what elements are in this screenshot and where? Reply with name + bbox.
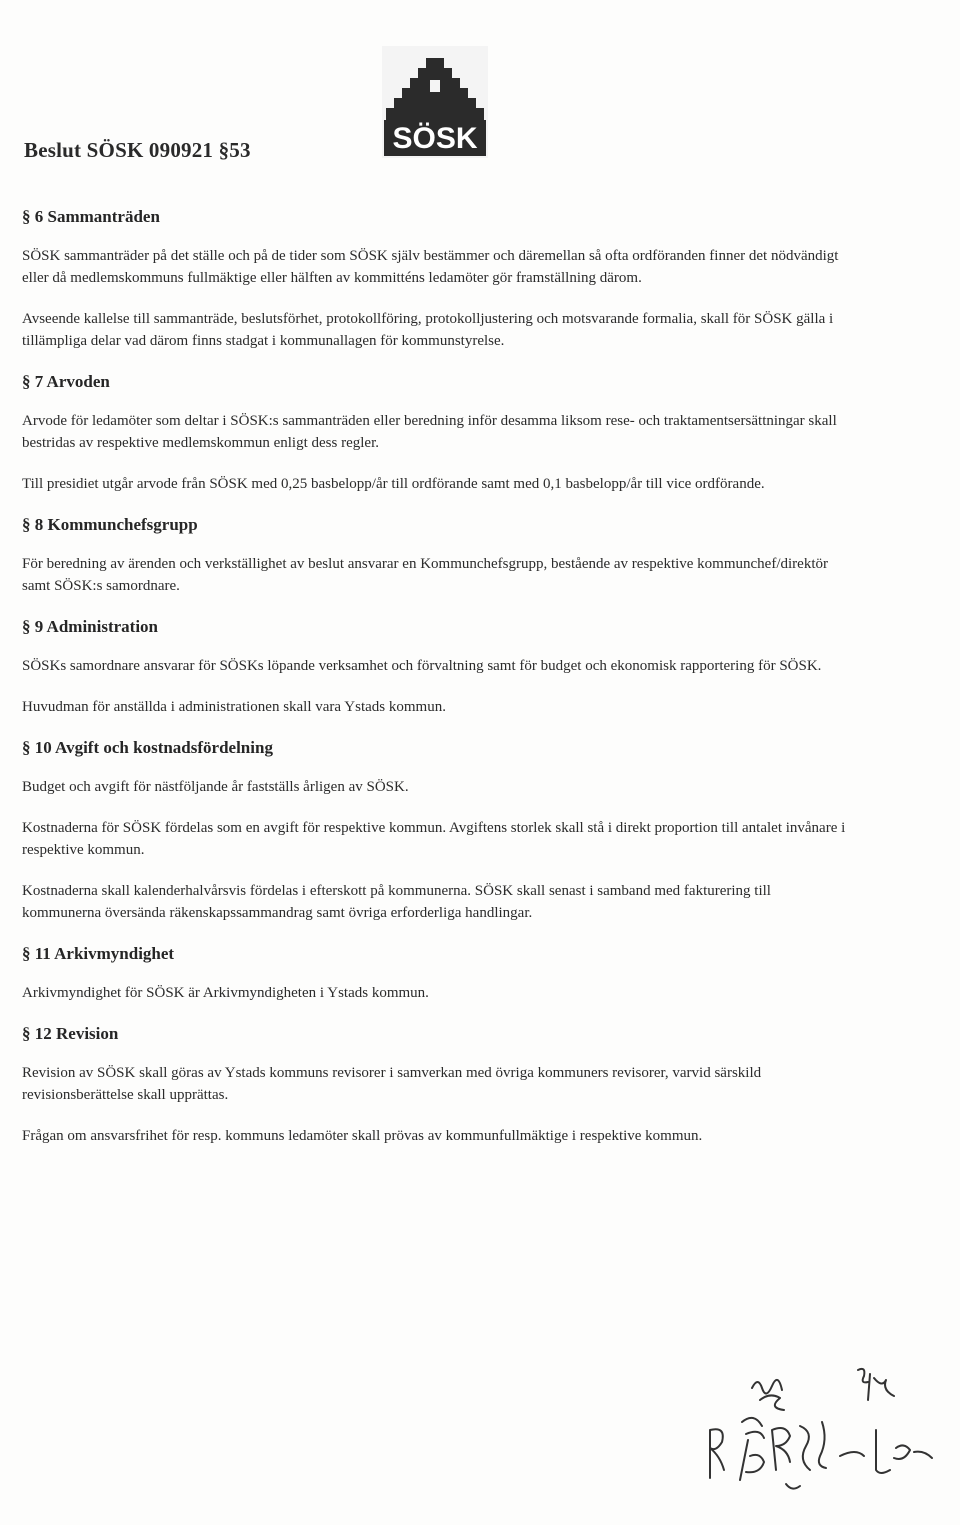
handwritten-signatures [700, 1360, 950, 1510]
section-heading: § 12 Revision [22, 1024, 119, 1043]
section [22, 943, 852, 1004]
section-heading: § 9 Administration [22, 617, 159, 636]
section [22, 1023, 852, 1147]
section-heading: § 10 Avgift och kostnadsfördelning [22, 738, 273, 757]
section-paragraph: SÖSK sammanträder på det ställe och på de tider som SÖSK själv bestämmer och däremellan så ofta ordföranden finner det nödvändigt eller då medlemskommuns fullmäktige eller hälften av kommitténs ledamöter gör framställning därom. [22, 248, 839, 286]
section-paragraph: Kostnaderna skall kalenderhalvårsvis fördelas i efterskott på kommunerna. SÖSK skall senast i samband med fakturering till kommunerna översända räkenskapssammandrag samt övriga erforderliga handlingar. [22, 883, 771, 921]
section [22, 371, 852, 495]
section-heading: § 7 Arvoden [22, 372, 110, 391]
section [22, 737, 852, 924]
sosk-logo [382, 46, 488, 158]
logo-text: SÖSK [392, 122, 478, 155]
section [22, 616, 852, 718]
section [22, 206, 852, 352]
section-paragraph: Frågan om ansvarsfrihet för resp. kommuns ledamöter skall prövas av kommunfullmäktige i respektive kommun. [22, 1128, 703, 1144]
section-paragraph: Till presidiet utgår arvode från SÖSK med 0,25 basbelopp/år till ordförande samt med 0,1 basbelopp/år till vice ordförande. [22, 476, 765, 492]
section-heading: § 6 Sammanträden [22, 207, 160, 226]
section-paragraph: Budget och avgift för nästföljande år fastställs årligen av SÖSK. [22, 779, 409, 795]
section [22, 514, 852, 597]
section-paragraph: Arkivmyndighet för SÖSK är Arkivmyndigheten i Ystads kommun. [22, 985, 429, 1001]
section-heading: § 8 Kommunchefsgrupp [22, 515, 198, 534]
section-paragraph: Revision av SÖSK skall göras av Ystads kommuns revisorer i samverkan med övriga kommuners revisorer, varvid särskild revisionsberättelse skall upprättas. [22, 1065, 762, 1103]
section-paragraph: Avseende kallelse till sammanträde, beslutsförhet, protokollföring, protokolljustering och motsvarande formalia, skall för SÖSK gälla i tillämpliga delar vad därom finns stadgat i kommunallagen för kommunstyrelse. [22, 311, 834, 349]
section-paragraph: Huvudman för anställda i administrationen skall vara Ystads kommun. [22, 699, 446, 715]
section-paragraph: För beredning av ärenden och verkställighet av beslut ansvarar en Kommunchefsgrupp, bestående av respektive kommunchef/direktör samt SÖSK:s samordnare. [22, 556, 828, 594]
section-paragraph: Arvode för ledamöter som deltar i SÖSK:s sammanträden eller beredning inför desamma liksom rese- och traktamentsersättningar skall bestridas av respektive medlemskommun enligt dess regler. [22, 413, 837, 451]
document-body [22, 206, 852, 1166]
section-paragraph: Kostnaderna för SÖSK fördelas som en avgift för respektive kommun. Avgiftens storlek skall stå i direkt proportion till antalet invånare i respektive kommun. [22, 820, 846, 858]
section-paragraph: SÖSKs samordnare ansvarar för SÖSKs löpande verksamhet och förvaltning samt för budget och ekonomisk rapportering för SÖSK. [22, 658, 822, 674]
section-heading: § 11 Arkivmyndighet [22, 944, 175, 963]
document-title: Beslut SÖSK 090921 §53 [24, 138, 251, 162]
